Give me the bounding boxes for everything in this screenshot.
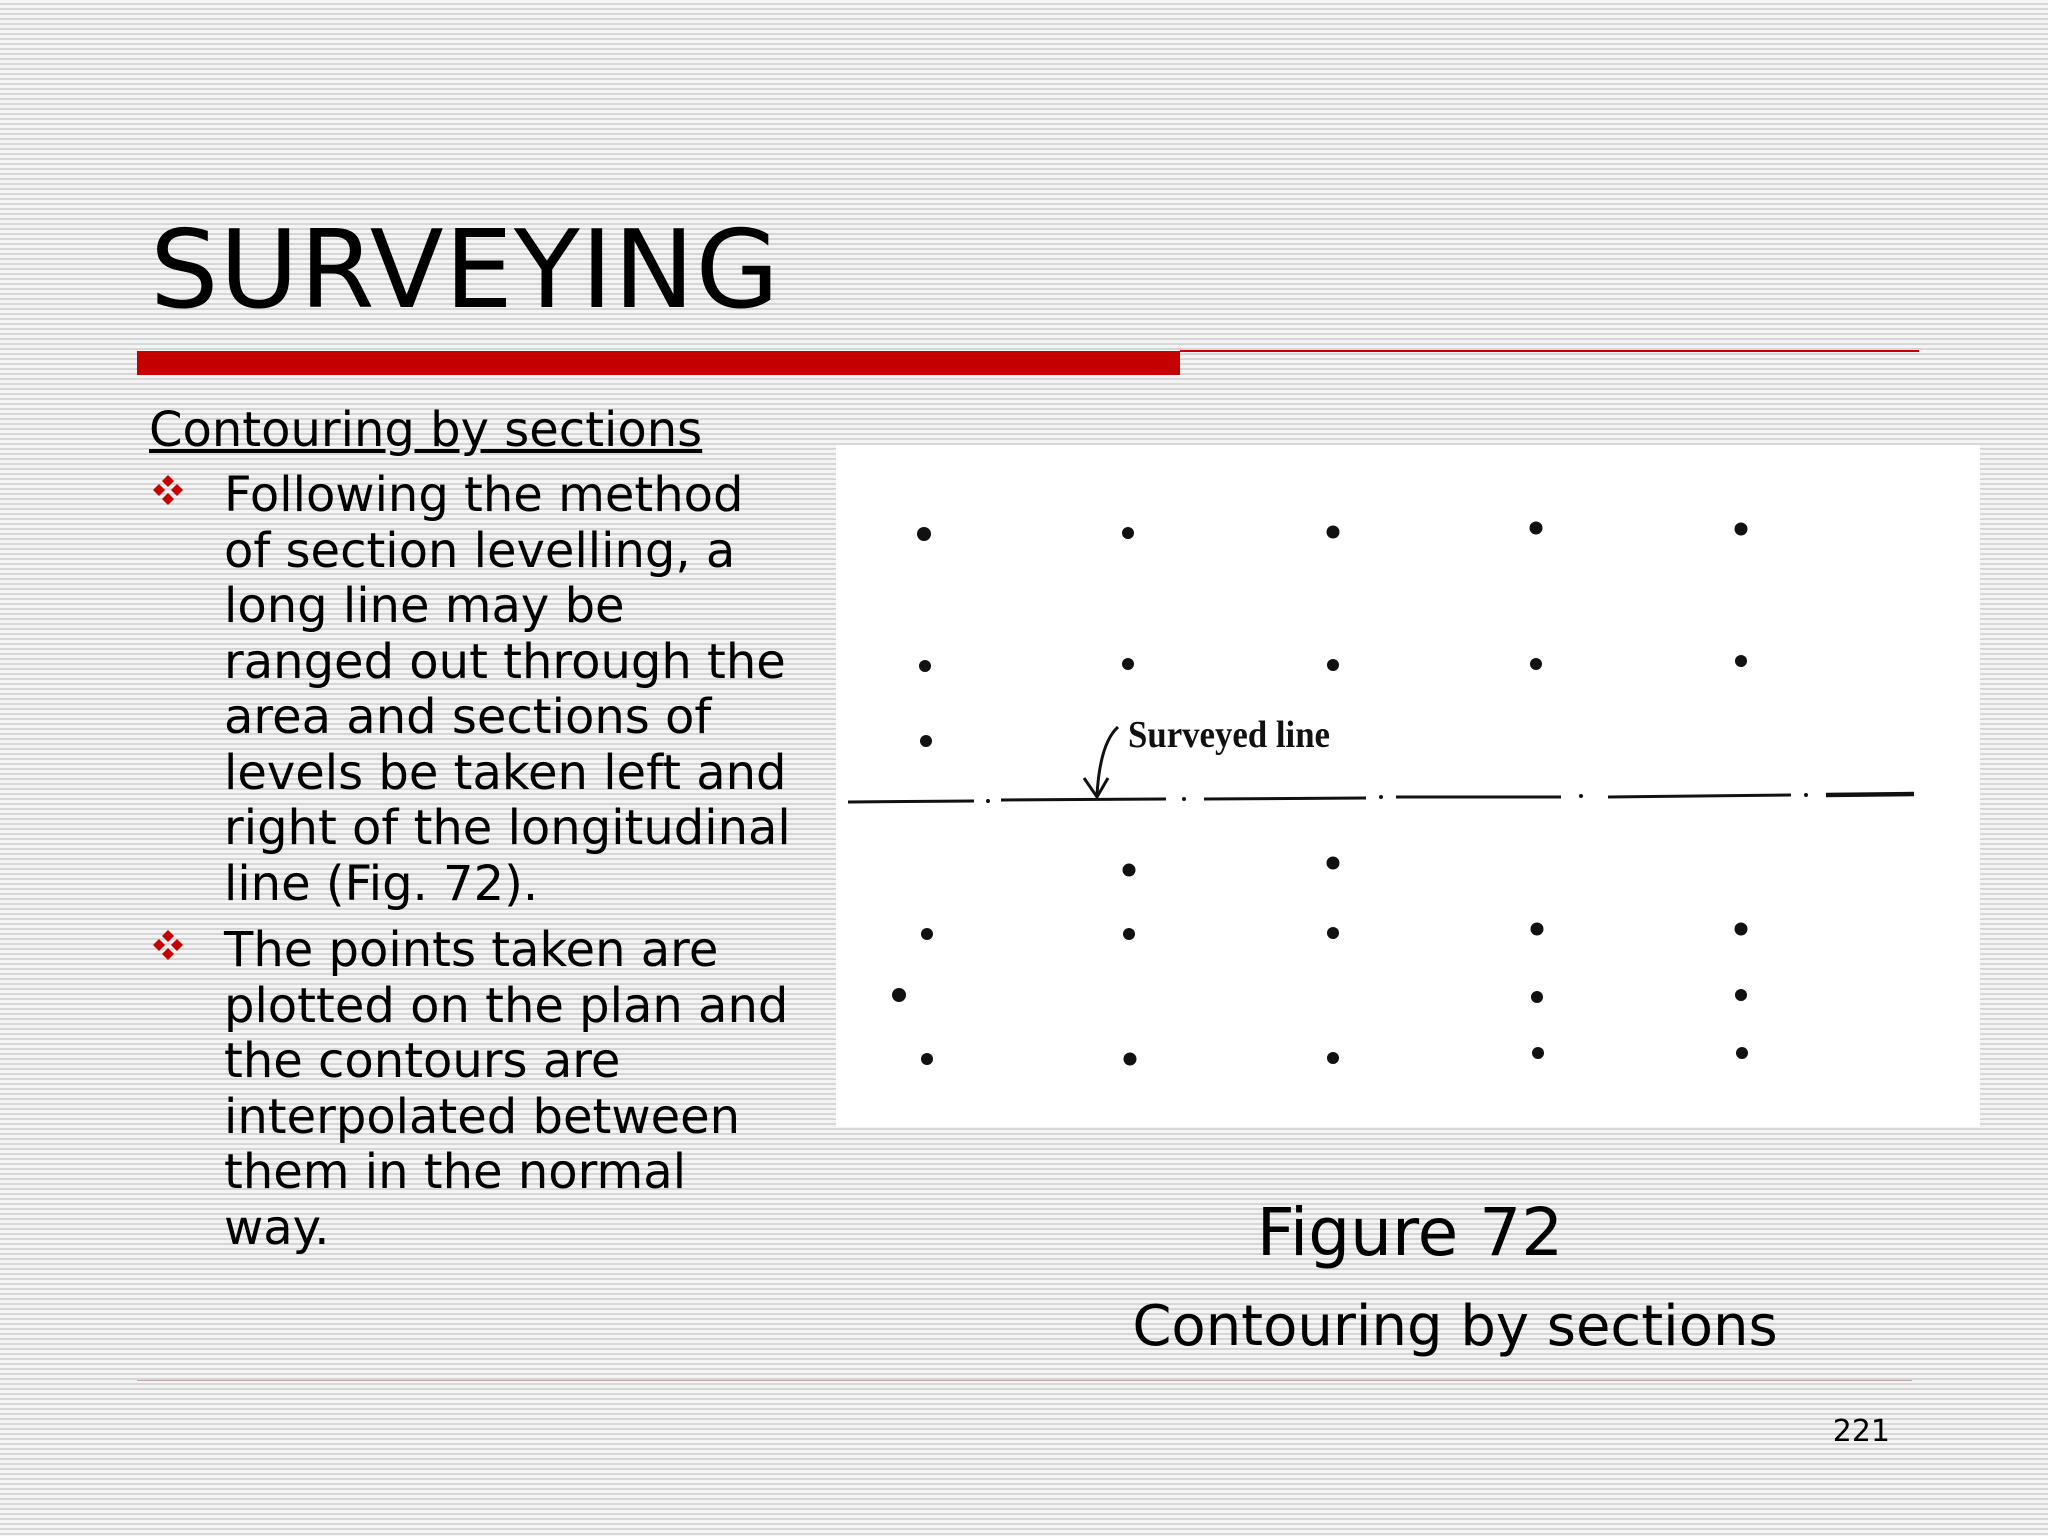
level-point <box>1327 659 1339 671</box>
level-point <box>920 735 932 747</box>
section-subheading: Contouring by sections <box>149 402 703 458</box>
level-point <box>1530 658 1542 670</box>
level-point <box>1735 989 1747 1001</box>
arrow-icon <box>1084 727 1118 797</box>
level-point <box>1531 991 1543 1003</box>
level-point <box>1124 1053 1137 1066</box>
level-point <box>1735 923 1748 936</box>
four-diamond-icon <box>152 929 184 961</box>
level-point <box>1327 857 1340 870</box>
level-point <box>1532 1047 1544 1059</box>
level-point <box>1327 1052 1339 1064</box>
bullet-list <box>149 468 799 1267</box>
level-point <box>1327 927 1339 939</box>
level-point <box>1122 658 1134 670</box>
level-point <box>921 928 933 940</box>
level-point <box>1736 1047 1748 1059</box>
title-underline-thick <box>137 351 1180 375</box>
level-point <box>1122 527 1134 539</box>
four-diamond-icon <box>152 474 184 506</box>
bullet-item <box>149 468 799 912</box>
level-point <box>1735 523 1748 536</box>
figure-72-diagram <box>836 445 1980 1127</box>
figure-caption: Contouring by sections <box>1132 1294 1778 1359</box>
level-point <box>1327 526 1340 539</box>
footer-divider <box>137 1380 1912 1381</box>
level-point <box>1123 864 1136 877</box>
bullet-item <box>149 923 799 1256</box>
level-point <box>917 527 931 541</box>
level-point <box>1735 655 1747 667</box>
slide-title: SURVEYING <box>150 208 781 333</box>
level-point <box>1530 522 1543 535</box>
bullet-text: Following the method of section levelling, a long line may be ranged out through the area and sections of levels be taken left and right of the longitudinal line (Fig. 72). <box>224 467 791 912</box>
level-point <box>1123 928 1135 940</box>
level-point <box>919 660 931 672</box>
figure-title: Figure 72 <box>1256 1194 1564 1271</box>
level-point <box>1531 923 1544 936</box>
level-point <box>921 1053 933 1065</box>
surveyed-line-label: Surveyed line <box>1128 714 1330 756</box>
level-point <box>892 988 906 1002</box>
bullet-text: The points taken are plotted on the plan and the contours are interpolated between them in the normal way. <box>224 922 789 1256</box>
level-points <box>892 522 1748 1066</box>
title-underline-thin <box>1180 350 1919 352</box>
page-number: 221 <box>1832 1414 1890 1449</box>
